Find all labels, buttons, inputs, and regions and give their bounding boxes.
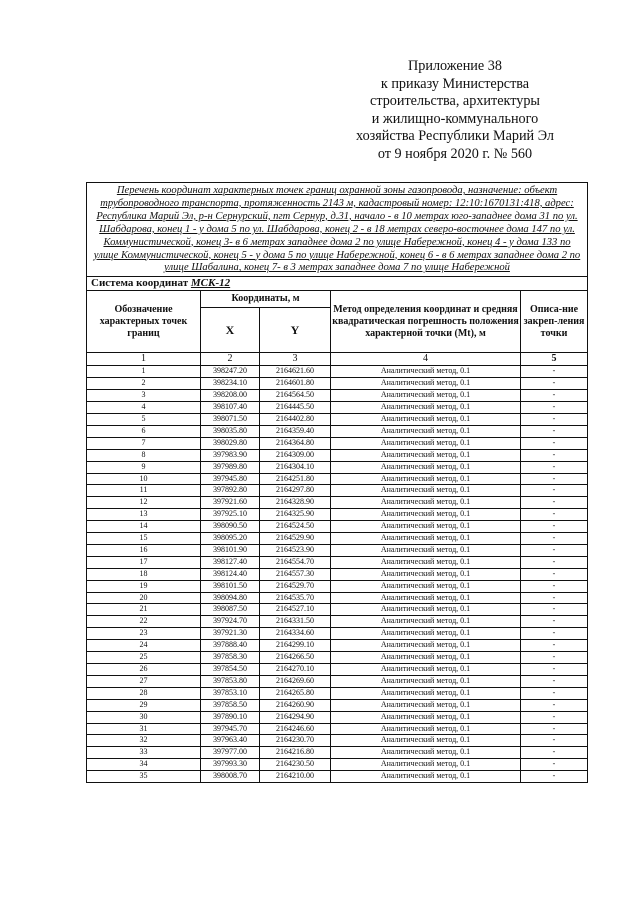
table-row (87, 366, 588, 378)
method: Аналитический метод, 0.1 (331, 378, 521, 390)
coord-x: 397924.70 (201, 616, 260, 628)
method: Аналитический метод, 0.1 (331, 509, 521, 521)
fixing-description: - (521, 568, 588, 580)
method: Аналитический метод, 0.1 (331, 664, 521, 676)
table-row (87, 711, 588, 723)
fixing-description: - (521, 521, 588, 533)
point-number: 32 (87, 735, 201, 747)
point-number: 35 (87, 771, 201, 783)
method: Аналитический метод, 0.1 (331, 747, 521, 759)
fixing-description: - (521, 485, 588, 497)
method: Аналитический метод, 0.1 (331, 413, 521, 425)
fixing-description: - (521, 759, 588, 771)
point-number: 30 (87, 711, 201, 723)
method: Аналитический метод, 0.1 (331, 544, 521, 556)
coord-x: 398029.80 (201, 437, 260, 449)
method: Аналитический метод, 0.1 (331, 425, 521, 437)
coord-x: 397921.30 (201, 628, 260, 640)
coord-y: 2164230.70 (260, 735, 331, 747)
table-row (87, 747, 588, 759)
table-row (87, 735, 588, 747)
column-number: 5 (521, 353, 588, 366)
table-row (87, 473, 588, 485)
table-row (87, 449, 588, 461)
coord-y: 2164621.60 (260, 366, 331, 378)
method: Аналитический метод, 0.1 (331, 533, 521, 545)
table-row (87, 628, 588, 640)
coord-y: 2164309.00 (260, 449, 331, 461)
table-row (87, 652, 588, 664)
coord-y: 2164364.80 (260, 437, 331, 449)
column-number: 1 (87, 353, 201, 366)
point-number: 10 (87, 473, 201, 485)
coord-y: 2164527.10 (260, 604, 331, 616)
table-row (87, 664, 588, 676)
coord-x: 398087.50 (201, 604, 260, 616)
coord-x: 398234.10 (201, 378, 260, 390)
point-number: 29 (87, 699, 201, 711)
point-number: 18 (87, 568, 201, 580)
point-number: 12 (87, 497, 201, 509)
table-row (87, 390, 588, 402)
method: Аналитический метод, 0.1 (331, 366, 521, 378)
fixing-description: - (521, 378, 588, 390)
table-row (87, 425, 588, 437)
fixing-description: - (521, 366, 588, 378)
coord-y: 2164359.40 (260, 425, 331, 437)
coord-x: 397858.30 (201, 652, 260, 664)
column-number-row (87, 353, 588, 366)
system-value: МСК-12 (190, 277, 231, 290)
coord-y: 2164535.70 (260, 592, 331, 604)
coord-x: 398127.40 (201, 556, 260, 568)
coordinate-system (87, 277, 588, 291)
method: Аналитический метод, 0.1 (331, 759, 521, 771)
point-number: 23 (87, 628, 201, 640)
coords-header: Координаты, м (201, 291, 331, 308)
table-row (87, 556, 588, 568)
coord-x: 398101.90 (201, 544, 260, 556)
coord-y: 2164554.70 (260, 556, 331, 568)
fixing-description: - (521, 640, 588, 652)
coord-y: 2164334.60 (260, 628, 331, 640)
method: Аналитический метод, 0.1 (331, 699, 521, 711)
method: Аналитический метод, 0.1 (331, 521, 521, 533)
coord-x: 398071.50 (201, 413, 260, 425)
point-number: 1 (87, 366, 201, 378)
fixing-description: - (521, 664, 588, 676)
table-row (87, 413, 588, 425)
coord-y: 2164557.30 (260, 568, 331, 580)
fixing-description: - (521, 675, 588, 687)
table-row (87, 461, 588, 473)
fixing-description: - (521, 580, 588, 592)
table-row (87, 497, 588, 509)
y-header: Y (260, 308, 331, 353)
coord-y: 2164325.90 (260, 509, 331, 521)
method: Аналитический метод, 0.1 (331, 485, 521, 497)
fixing-description: - (521, 747, 588, 759)
point-number: 17 (87, 556, 201, 568)
coord-x: 398107.40 (201, 402, 260, 414)
coord-x: 397888.40 (201, 640, 260, 652)
fixing-description: - (521, 687, 588, 699)
column-number: 4 (331, 353, 521, 366)
header-line: от 9 ноября 2020 г. № 560 (377, 145, 533, 162)
description-row (87, 183, 588, 277)
method: Аналитический метод, 0.1 (331, 640, 521, 652)
table-row (87, 604, 588, 616)
fixing-description: - (521, 771, 588, 783)
fixing-description: - (521, 413, 588, 425)
fixing-description: - (521, 735, 588, 747)
point-number: 34 (87, 759, 201, 771)
point-number: 4 (87, 402, 201, 414)
header-line: к приказу Министерства (380, 75, 530, 92)
table-row (87, 699, 588, 711)
column-number: 2 (201, 353, 260, 366)
point-number: 19 (87, 580, 201, 592)
coord-y: 2164230.50 (260, 759, 331, 771)
coord-y: 2164304.10 (260, 461, 331, 473)
coord-y: 2164294.90 (260, 711, 331, 723)
method: Аналитический метод, 0.1 (331, 735, 521, 747)
fixing-description: - (521, 473, 588, 485)
table-row (87, 640, 588, 652)
fixing-description: - (521, 604, 588, 616)
coord-x: 397853.10 (201, 687, 260, 699)
point-number: 21 (87, 604, 201, 616)
fixing-description: - (521, 616, 588, 628)
coord-x: 397977.00 (201, 747, 260, 759)
point-number: 28 (87, 687, 201, 699)
coord-y: 2164445.50 (260, 402, 331, 414)
header-line: и жилищно-коммунального (371, 110, 539, 127)
fixing-description: - (521, 425, 588, 437)
coord-y: 2164331.50 (260, 616, 331, 628)
method: Аналитический метод, 0.1 (331, 723, 521, 735)
system-label: Система координат (91, 277, 189, 290)
table-row (87, 544, 588, 556)
point-number: 2 (87, 378, 201, 390)
method: Аналитический метод, 0.1 (331, 592, 521, 604)
table-row (87, 378, 588, 390)
method: Аналитический метод, 0.1 (331, 556, 521, 568)
coord-x: 397925.10 (201, 509, 260, 521)
fixing-description: - (521, 437, 588, 449)
method: Аналитический метод, 0.1 (331, 652, 521, 664)
coord-x: 397963.40 (201, 735, 260, 747)
coord-x: 398124.40 (201, 568, 260, 580)
point-number: 6 (87, 425, 201, 437)
coord-y: 2164251.80 (260, 473, 331, 485)
point-number: 27 (87, 675, 201, 687)
method: Аналитический метод, 0.1 (331, 390, 521, 402)
point-number: 9 (87, 461, 201, 473)
method: Аналитический метод, 0.1 (331, 437, 521, 449)
method: Аналитический метод, 0.1 (331, 497, 521, 509)
coord-x: 397854.50 (201, 664, 260, 676)
point-number: 8 (87, 449, 201, 461)
method: Аналитический метод, 0.1 (331, 580, 521, 592)
coord-y: 2164270.10 (260, 664, 331, 676)
coord-x: 398094.80 (201, 592, 260, 604)
zone-description: Перечень координат характерных точек границ охранной зоны газопровода, назначение: объект трубопроводного транспорта, протяженность 2143 м, кадастровый номер: 12:10:1670131:418, адрес: Республика Марий Эл, р-н Сернурский, пгт Сернур, д.31, начало - в 10 метрах юго-западнее дома 31 по ул. Шабдарова, конец 1 - у дома 5 по ул. Шабдарова, конец 2 - в 18 метрах северо-восточнее дома 147 по ул. Коммунистической, конец 3- в 6 метрах западнее дома 2 по улице Набережной, конец 4 - у дома 133 по улице Коммунистической, конец 5 - у дома 5 по улице Набережной, конец 6 - в 6 метрах западнее дома 2 по улице Шабалина, конец 7- в 3 метрах западнее дома 7 по улице Набережной (87, 183, 588, 277)
point-number: 5 (87, 413, 201, 425)
table-row (87, 616, 588, 628)
coord-x: 397945.70 (201, 723, 260, 735)
coord-x: 397993.30 (201, 759, 260, 771)
coord-y: 2164265.80 (260, 687, 331, 699)
table-row (87, 509, 588, 521)
coord-y: 2164216.80 (260, 747, 331, 759)
coord-y: 2164601.80 (260, 378, 331, 390)
point-number: 25 (87, 652, 201, 664)
x-header: X (201, 308, 260, 353)
method: Аналитический метод, 0.1 (331, 604, 521, 616)
coord-x: 398035.80 (201, 425, 260, 437)
coord-y: 2164529.90 (260, 533, 331, 545)
coord-x: 398247.20 (201, 366, 260, 378)
coord-y: 2164260.90 (260, 699, 331, 711)
header-row (87, 291, 588, 308)
fixing-description: - (521, 699, 588, 711)
coord-y: 2164299.10 (260, 640, 331, 652)
coord-x: 398208.00 (201, 390, 260, 402)
coord-x: 397945.80 (201, 473, 260, 485)
method: Аналитический метод, 0.1 (331, 628, 521, 640)
point-number: 7 (87, 437, 201, 449)
coord-y: 2164266.50 (260, 652, 331, 664)
method: Аналитический метод, 0.1 (331, 568, 521, 580)
fixing-description: - (521, 390, 588, 402)
fixing-description: - (521, 711, 588, 723)
fixing-description: - (521, 533, 588, 545)
coord-x: 397892.80 (201, 485, 260, 497)
point-number: 3 (87, 390, 201, 402)
point-number: 14 (87, 521, 201, 533)
method: Аналитический метод, 0.1 (331, 473, 521, 485)
point-number: 15 (87, 533, 201, 545)
point-number: 31 (87, 723, 201, 735)
fixing-description: - (521, 628, 588, 640)
coord-x: 397858.50 (201, 699, 260, 711)
method: Аналитический метод, 0.1 (331, 771, 521, 783)
fixing-description: - (521, 556, 588, 568)
coord-y: 2164328.90 (260, 497, 331, 509)
header-line: строительства, архитектуры (370, 93, 540, 110)
method: Аналитический метод, 0.1 (331, 711, 521, 723)
system-row (87, 277, 588, 291)
table-row (87, 723, 588, 735)
fixing-description: - (521, 461, 588, 473)
table-row (87, 485, 588, 497)
coord-y: 2164402.80 (260, 413, 331, 425)
table-row (87, 568, 588, 580)
coord-x: 397983.90 (201, 449, 260, 461)
fixing-description: - (521, 509, 588, 521)
coord-x: 397853.80 (201, 675, 260, 687)
coord-x: 397921.60 (201, 497, 260, 509)
header-line: хозяйства Республики Марий Эл (356, 128, 554, 145)
point-number: 26 (87, 664, 201, 676)
coordinates-table (86, 182, 588, 783)
header-line: Приложение 38 (408, 58, 502, 74)
table-row (87, 759, 588, 771)
point-number: 20 (87, 592, 201, 604)
coord-y: 2164246.60 (260, 723, 331, 735)
fixing-description: - (521, 449, 588, 461)
coord-x: 398090.50 (201, 521, 260, 533)
point-number: 22 (87, 616, 201, 628)
fixing-description: - (521, 544, 588, 556)
point-number: 33 (87, 747, 201, 759)
fixing-description: - (521, 592, 588, 604)
table-row (87, 437, 588, 449)
coord-x: 398008.70 (201, 771, 260, 783)
method: Аналитический метод, 0.1 (331, 687, 521, 699)
table-row (87, 580, 588, 592)
document-header (330, 58, 580, 164)
table-row (87, 533, 588, 545)
coord-y: 2164529.70 (260, 580, 331, 592)
method: Аналитический метод, 0.1 (331, 461, 521, 473)
coord-x: 398095.20 (201, 533, 260, 545)
designation-header: Обозначение характерных точек границ (87, 291, 201, 353)
table-row (87, 402, 588, 414)
table-row (87, 521, 588, 533)
coord-x: 398101.50 (201, 580, 260, 592)
method: Аналитический метод, 0.1 (331, 449, 521, 461)
fixing-description: - (521, 723, 588, 735)
coord-y: 2164564.50 (260, 390, 331, 402)
column-number: 3 (260, 353, 331, 366)
coord-y: 2164524.50 (260, 521, 331, 533)
description-header: Описа-ние закреп-ления точки (521, 291, 588, 353)
coord-x: 397890.10 (201, 711, 260, 723)
point-number: 11 (87, 485, 201, 497)
method-header: Метод определения координат и средняя квадратическая погрешность положения характерной точки (Mt), м (331, 291, 521, 353)
point-number: 24 (87, 640, 201, 652)
point-number: 13 (87, 509, 201, 521)
coord-y: 2164269.60 (260, 675, 331, 687)
coord-y: 2164297.80 (260, 485, 331, 497)
fixing-description: - (521, 402, 588, 414)
coord-y: 2164523.90 (260, 544, 331, 556)
coord-x: 397989.80 (201, 461, 260, 473)
table-row (87, 771, 588, 783)
table-row (87, 675, 588, 687)
point-number: 16 (87, 544, 201, 556)
table-row (87, 687, 588, 699)
method: Аналитический метод, 0.1 (331, 616, 521, 628)
table-row (87, 592, 588, 604)
method: Аналитический метод, 0.1 (331, 675, 521, 687)
fixing-description: - (521, 652, 588, 664)
method: Аналитический метод, 0.1 (331, 402, 521, 414)
fixing-description: - (521, 497, 588, 509)
coord-y: 2164210.00 (260, 771, 331, 783)
